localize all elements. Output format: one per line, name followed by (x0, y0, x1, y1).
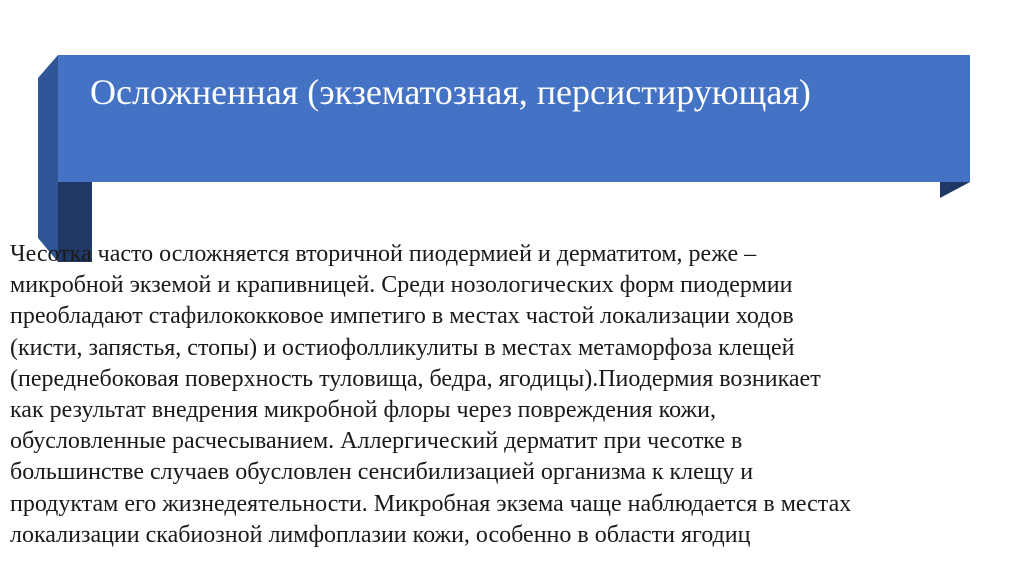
body-line: преобладают стафилококковое импетиго в местах частой локализации ходов (10, 303, 794, 330)
body-line: обусловленные расчесыванием. Аллергический дерматит при чесотке в (10, 428, 743, 455)
ribbon-left-fold (38, 55, 58, 262)
body-line: (кисти, запястья, стопы) и остиофолликулиты в местах метаморфоза клещей (10, 334, 795, 361)
body-paragraph (10, 239, 1020, 551)
body-line: локализации скабиозной лимфоплазии кожи, особенно в области ягодиц (10, 521, 751, 548)
body-line: микробной экземой и крапивницей. Среди нозологических форм пиодермии (10, 272, 793, 299)
body-line: Чесотка часто осложняется вторичной пиодермией и дерматитом, реже – (10, 241, 757, 267)
ribbon-right-fold (940, 182, 970, 198)
body-line: как результат внедрения микробной флоры через повреждения кожи, (10, 397, 716, 424)
slide-title: Осложненная (экзематозная, персистирующая) (90, 72, 811, 112)
body-line: продуктам его жизнедеятельности. Микробная экзема чаще наблюдается в местах (10, 490, 852, 517)
body-line: (переднебоковая поверхность туловища, бедра, ягодицы).Пиодермия возникает (10, 365, 821, 392)
body-line: большинстве случаев обусловлен сенсибилизацией организма к клещу и (10, 459, 754, 486)
